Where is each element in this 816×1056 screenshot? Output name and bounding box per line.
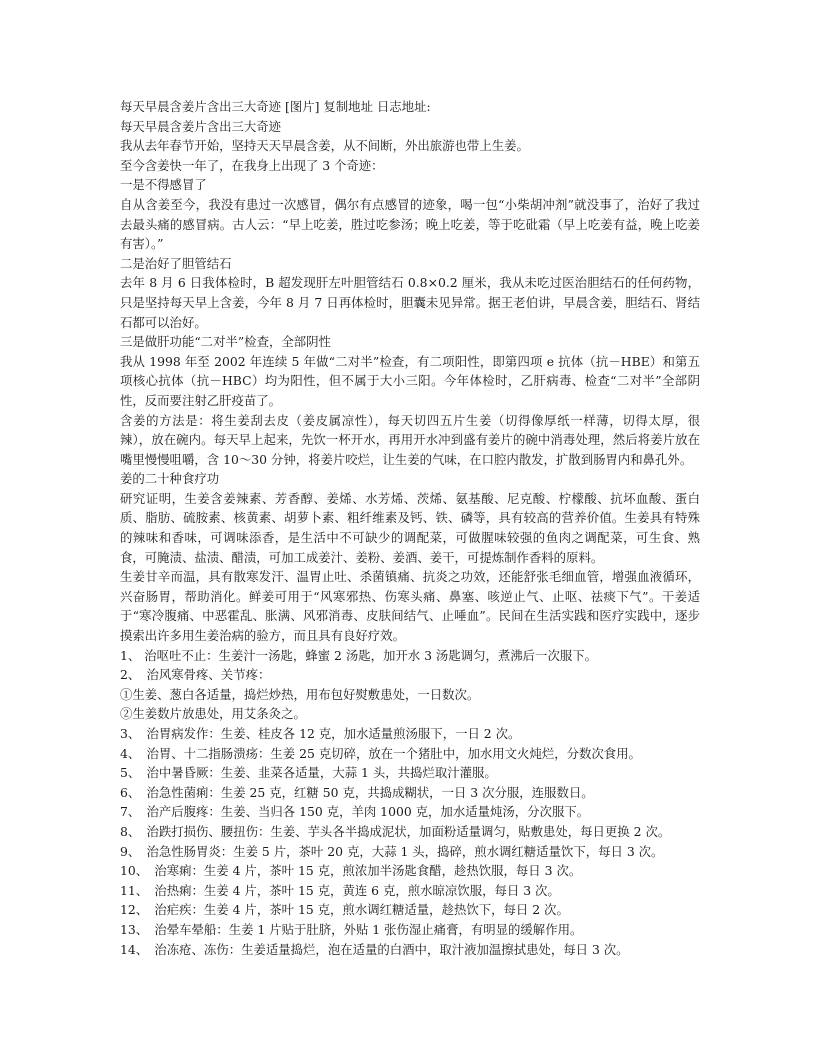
remedy-item: 1、 治呕吐不止：生姜汁一汤匙，蜂蜜 2 汤匙，加开水 3 汤匙调匀，煮沸后一次服下。: [120, 647, 598, 663]
remedy-item: ①生姜、葱白各适量，捣烂炒热，用布包好熨敷患处，一日数次。: [120, 686, 480, 702]
method-paragraph: 含姜的方法是：将生姜刮去皮（姜皮属凉性），每天切四五片生姜（切得像厚纸一样薄，切得太厚，很辣），放在碗内。每天早上起来，先饮一杯开水，再用开水冲到盛有姜片的碗中消毒处理，然后将姜片放在嘴里慢慢咀嚼，含 10～30 分钟，将姜片咬烂，让生姜的气味，在口腔内散发，扩散到肠胃内和鼻孔外。: [120, 412, 700, 467]
research-paragraph: 研究证明，生姜含姜辣素、芳香醇、姜烯、水芳烯、茨烯、氨基酸、尼克酸、柠檬酸、抗坏血酸、蛋白质、脂肪、硫胺素、核黄素、胡萝卜素、粗纤维素及钙、铁、磷等，具有较高的营养价值。生姜具有特殊的辣味和香味，可调味添香，是生活中不可缺少的调配菜，可做腥味较强的鱼肉之调配菜，可生食、熟食，可腌渍、盐渍、醋渍，可加工成姜汁、姜粉、姜酒、姜干，可提炼制作香料的原料。: [120, 490, 700, 565]
article-title: 每天早晨含姜片含出三大奇迹: [120, 118, 282, 134]
miracle-3-paragraph: 我从 1998 年至 2002 年连续 5 年做“二对半”检查，有二项阳性，即第四项 e 抗体（抗－HBE）和第五项核心抗体（抗－HBC）均为阳性，但不属于大小三阳。今年体检时，乙肝病毒、检查“二对半”全部阴性，反而要注射乙肝疫苗了。: [120, 353, 700, 408]
remedy-item: 4、 治胃、十二指肠溃疡：生姜 25 克切碎，放在一个猪肚中，加水用文火炖烂，分数次食用。: [120, 745, 641, 761]
miracle-1-paragraph: 自从含姜至今，我没有患过一次感冒，偶尔有点感冒的迹象，喝一包“小柴胡冲剂”就没事了，治好了我过去最头痛的感冒病。古人云：“早上吃姜，胜过吃参汤；晚上吃姜，等于吃砒霜（早上吃姜有益，晚上吃姜有害）。”: [120, 196, 700, 252]
remedy-item: 8、 治跌打损伤、腰扭伤：生姜、芋头各半捣成泥状，加面粉适量调匀，贴敷患处，每日更换 2 次。: [120, 823, 671, 839]
intro-paragraph-1: 我从去年春节开始，坚持天天早晨含姜，从不间断，外出旅游也带上生姜。: [120, 138, 529, 154]
remedy-item: 2、 治风寒骨疼、关节疼：: [120, 667, 271, 683]
miracle-2-heading: 二是治好了胆管结石: [120, 255, 232, 271]
remedy-item: 6、 治急性菌痢：生姜 25 克，红糖 50 克，共捣成糊状，一日 3 次分服，连服数日。: [120, 784, 594, 800]
remedy-item: 13、 治晕车晕船：生姜 1 片贴于肚脐，外贴 1 张伤湿止痛膏，有明显的缓解作用。: [120, 921, 583, 937]
remedy-item: 11、 治热痢：生姜 4 片，茶叶 15 克，黄连 6 克，煎水晾凉饮服，每日 3 次。: [120, 882, 560, 898]
remedy-item: 5、 治中暑昏厥：生姜、韭菜各适量，大蒜 1 头，共捣烂取汁灌服。: [120, 765, 497, 781]
intro-paragraph-2: 至今含姜快一年了，在我身上出现了 3 个奇迹：: [120, 157, 384, 173]
remedy-item: 9、 治急性肠胃炎：生姜 5 片，茶叶 20 克，大蒜 1 头，捣碎，煎水调红糖适量饮下，每日 3 次。: [120, 843, 664, 859]
remedy-item: 12、 治疟疾：生姜 4 片，茶叶 15 克，煎水调红糖适量，趁热饮下，每日 2 次。: [120, 902, 569, 918]
miracle-3-heading: 三是做肝功能“二对半”检查，全部阴性: [120, 334, 331, 350]
remedy-item: ②生姜数片放患处，用艾条灸之。: [120, 706, 306, 722]
remedy-item: 3、 治胃病发作：生姜、桂皮各 12 克，加水适量煎汤服下，一日 2 次。: [120, 726, 521, 741]
remedy-item: 10、 治寒痢：生姜 4 片，茶叶 15 克，煎浓加半汤匙食醋，趁热饮服，每日 3 次。: [120, 863, 582, 879]
header-line: 每天早晨含姜片含出三大奇迹 [图片] 复制地址 日志地址:: [120, 99, 431, 114]
remedy-item: 7、 治产后腹疼：生姜、当归各 150 克，羊肉 1000 克，加水适量炖汤，分次服下。: [120, 804, 590, 820]
nature-paragraph: 生姜甘辛而温，具有散寒发汗、温胃止吐、杀菌镇痛、抗炎之功效，还能舒张毛细血管，增强血液循环，兴奋肠胃，帮助消化。鲜姜可用于“风寒邪热、伤寒头痛、鼻塞、咳逆止气、止呕、祛痰下气”。干姜适于“寒冷腹痛、中恶霍乱、胀满、风邪消毒、皮肤间结气、止唾血”。民间在生活实践和医疗实践中，逐步摸索出许多用生姜治病的验方，而且具有良好疗效。: [120, 569, 700, 644]
section-heading: 姜的二十种食疗功: [120, 471, 220, 487]
miracle-1-heading: 一是不得感冒了: [120, 177, 207, 193]
miracle-2-paragraph: 去年 8 月 6 日我体检时，B 超发现肝左叶胆管结石 0.8×0.2 厘米，我从未吃过医治胆结石的任何药物，只是坚持每天早上含姜，今年 8 月 7 日再体检时，胆囊未见异常。据王老伯讲，早晨含姜，胆结石、肾结石都可以治好。: [120, 275, 700, 330]
document-body: [120, 97, 700, 959]
remedy-item: 14、 治冻疮、冻伤：生姜适量捣烂，泡在适量的白酒中，取汁液加温擦拭患处，每日 3 次。: [120, 941, 629, 957]
